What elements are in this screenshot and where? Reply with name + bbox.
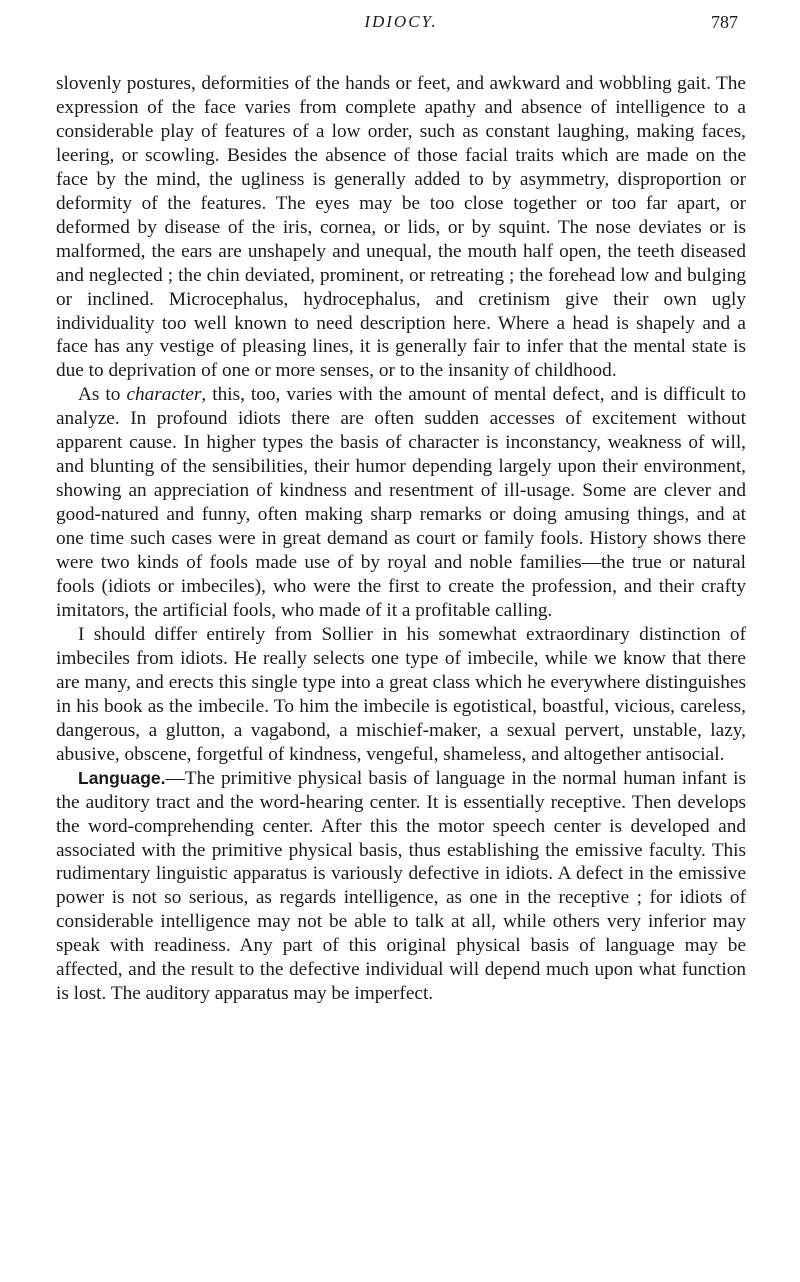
paragraph-2-rest: , this, too, varies with the amount of mental defect, and is difficult to analyze. In profound idiots there are often sudden accesses of excitement without apparent cause. In higher types the basis of character is inconstancy, weakness of will, and blunting of the sensibilities, their humor depending largely upon their environment, showing an appreciation of kindness and resentment of ill-usage. Some are clever and good-natured and funny, often making sharp remarks or doing amusing things, and at one time such cases were in great demand as court or family fools. History shows there were two kinds of fools made use of by royal and noble families—the true or natural fools (idiots or imbeciles), who were the first to create the profession, and their crafty imitators, the artificial fools, who made of it a profitable calling. xyxy=(56,384,746,621)
paragraph-4-body: —The primitive physical basis of language in the normal human infant is the auditory tract and the word-hearing center. It is essentially receptive. Then develops the word-comprehending center. After this the motor speech center is developed and associated with the primitive physical basis, thus establishing the emissive faculty. This rudimentary linguistic apparatus is variously defective in idiots. A defect in the emissive power is not so serious, as regards intelligence, as one in the receptive ; for idiots of considerable intelligence may not be able to talk at all, while others very inferior may speak with readiness. Any part of this original physical basis of language may be affected, and the result to the defective individual will depend much upon what function is lost. The auditory apparatus may be imperfect. xyxy=(56,767,746,1005)
paragraph-2-lead: As to xyxy=(78,384,127,406)
paragraph-3: I should differ entirely from Sollier in his somewhat extraordinary distinction of imbeciles from idiots. He really selects one type of imbecile, while we know that there are many, and erects this single type into a great class which he everywhere distinguishes in his book as the imbecile. To him the imbecile is egotistical, boastful, vicious, careless, dangerous, a glutton, a vagabond, a mischief-maker, a sexual pervert, unstable, lazy, abusive, obscene, forgetful of kindness, vengeful, shameless, and altogether antisocial. xyxy=(56,623,746,765)
paragraph-4 xyxy=(56,767,746,1007)
book-page xyxy=(56,0,746,1006)
paragraph-2-emphasis: character xyxy=(126,384,202,406)
section-heading-language: Language. xyxy=(78,767,166,788)
paragraph-2 xyxy=(56,383,746,623)
running-title: IDIOCY. xyxy=(364,12,438,31)
body-text xyxy=(56,72,746,1006)
page-header xyxy=(56,0,746,60)
page-number: 787 xyxy=(711,12,738,32)
paragraph-1: slovenly postures, deformities of the hands or feet, and awkward and wobbling gait. The expression of the face varies from complete apathy and absence of intelligence to a considerable play of features of a low order, such as constant laughing, making faces, leering, or scowling. Besides the absence of those facial traits which are made on the face by the mind, the ugliness is generally added to by asymmetry, disproportion or deformity of the features. The eyes may be too close together or too far apart, or deformed by disease of the iris, cornea, or lids, or by squint. The nose deviates or is malformed, the ears are unshapely and unequal, the mouth half open, the teeth diseased and neglected ; the chin deviated, prominent, or retreating ; the forehead low and bulging or inclined. Microcephalus, hydrocephalus, and cretinism give their own ugly individuality too well known to need description here. Where a head is shapely and a face has any vestige of pleasing lines, it is generally fair to infer that the mental state is due to deprivation of one or more senses, or to the insanity of childhood. xyxy=(56,73,746,382)
